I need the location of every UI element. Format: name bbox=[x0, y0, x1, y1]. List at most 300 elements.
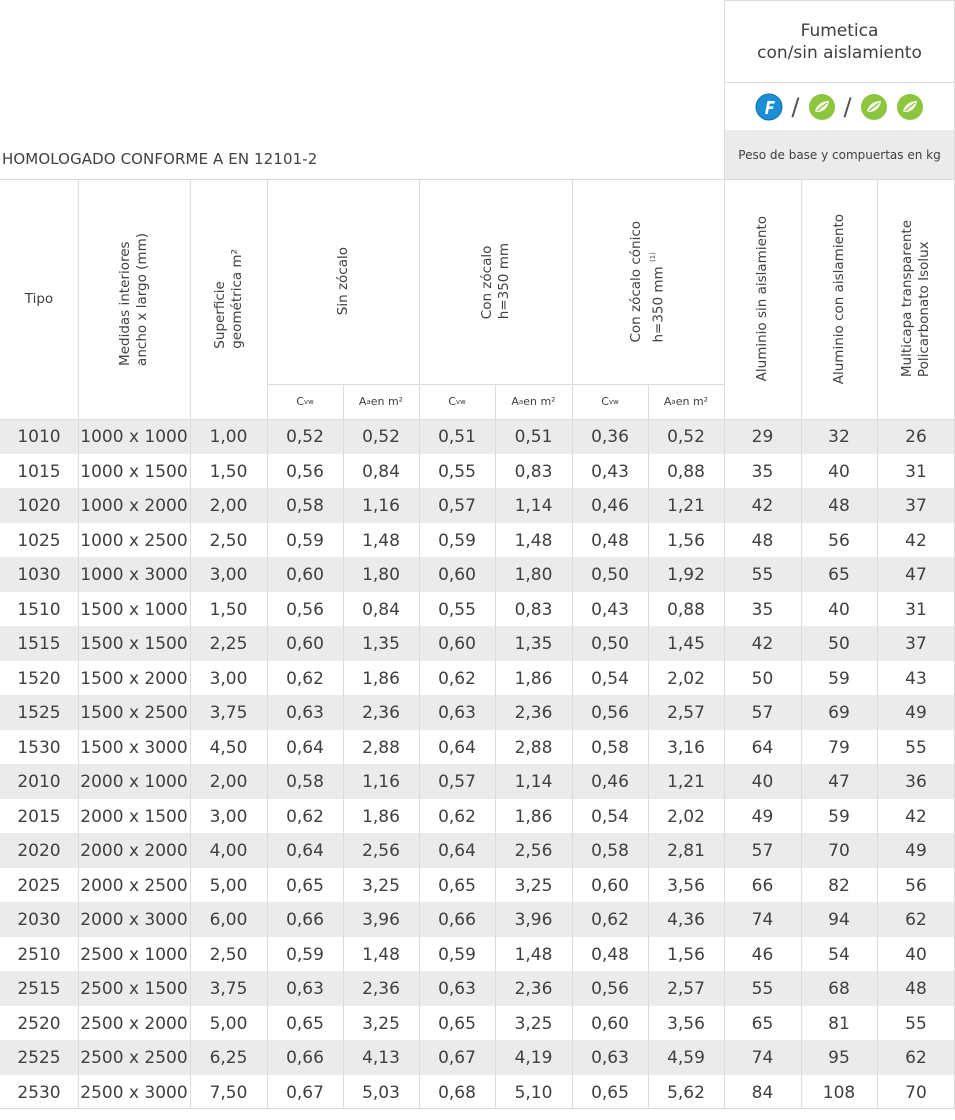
cell-conico-aa: 3,56 bbox=[667, 1013, 705, 1034]
subheader-cvw: C vw bbox=[601, 395, 619, 408]
cell-tipo: 1030 bbox=[17, 565, 61, 586]
cell-con-zocalo-aa: 3,25 bbox=[514, 1013, 553, 1034]
cell-medidas: 2500 x 1500 bbox=[80, 979, 188, 1000]
leaf-check-icon bbox=[896, 93, 924, 121]
cell-conico-cvw: 0,56 bbox=[591, 979, 629, 1000]
cell-con-zocalo-aa: 0,51 bbox=[514, 427, 553, 448]
cell-tipo: 1515 bbox=[17, 634, 61, 655]
cell-sin-zocalo-cvw: 0,64 bbox=[286, 737, 324, 758]
cell-con-zocalo-cvw: 0,67 bbox=[438, 1048, 476, 1069]
separator-slash: / bbox=[791, 92, 800, 121]
leaf-check-icon bbox=[808, 93, 836, 121]
grid-line bbox=[419, 179, 420, 1109]
cell-conico-cvw: 0,54 bbox=[591, 806, 629, 827]
cell-tipo: 2525 bbox=[17, 1048, 61, 1069]
cell-conico-cvw: 0,46 bbox=[591, 772, 629, 793]
cell-peso-aluminio-sin: 48 bbox=[751, 530, 774, 551]
cell-peso-aluminio-con: 68 bbox=[828, 979, 850, 1000]
cell-sin-zocalo-aa: 2,56 bbox=[362, 841, 400, 862]
cell-con-zocalo-aa: 0,83 bbox=[514, 461, 553, 482]
fumetica-logo-icon bbox=[755, 93, 783, 121]
cell-medidas: 1500 x 3000 bbox=[80, 737, 188, 758]
cell-peso-aluminio-sin: 46 bbox=[751, 944, 774, 965]
cell-peso-aluminio-con: 59 bbox=[828, 806, 850, 827]
cell-superficie: 4,00 bbox=[209, 841, 248, 862]
cell-superficie: 3,75 bbox=[209, 979, 248, 1000]
table-row bbox=[0, 419, 955, 454]
cell-sin-zocalo-aa: 0,52 bbox=[362, 427, 400, 448]
cell-superficie: 2,50 bbox=[209, 530, 248, 551]
subheader-aa: A a en m² bbox=[358, 395, 404, 408]
cell-con-zocalo-cvw: 0,65 bbox=[438, 875, 476, 896]
cell-sin-zocalo-cvw: 0,59 bbox=[286, 944, 324, 965]
cell-sin-zocalo-aa: 1,16 bbox=[362, 772, 400, 793]
cell-tipo: 2010 bbox=[17, 772, 61, 793]
subheader-aa: A a en m² bbox=[511, 395, 556, 408]
header-superficie: Superficie geométrica m² bbox=[211, 249, 245, 349]
cell-con-zocalo-cvw: 0,62 bbox=[438, 806, 476, 827]
cell-peso-multicapa: 56 bbox=[905, 875, 927, 896]
cell-sin-zocalo-aa: 2,36 bbox=[362, 979, 400, 1000]
cell-conico-cvw: 0,58 bbox=[591, 737, 629, 758]
cell-con-zocalo-cvw: 0,64 bbox=[438, 737, 476, 758]
variant-icons bbox=[725, 83, 954, 130]
cell-medidas: 2500 x 1000 bbox=[80, 944, 188, 965]
subheader-cvw: C vw bbox=[296, 395, 314, 408]
cell-peso-multicapa: 42 bbox=[905, 530, 927, 551]
cell-sin-zocalo-cvw: 0,62 bbox=[286, 806, 324, 827]
cell-con-zocalo-cvw: 0,64 bbox=[438, 841, 476, 862]
cell-tipo: 1510 bbox=[17, 599, 61, 620]
cell-con-zocalo-aa: 3,96 bbox=[514, 910, 553, 931]
table-row bbox=[0, 1075, 955, 1110]
cell-con-zocalo-aa: 2,88 bbox=[514, 737, 553, 758]
cell-sin-zocalo-aa: 3,25 bbox=[362, 1013, 400, 1034]
cell-peso-aluminio-sin: 35 bbox=[751, 599, 774, 620]
table-row bbox=[0, 1040, 955, 1075]
cell-conico-cvw: 0,63 bbox=[591, 1048, 629, 1069]
header-con-zocalo-conico: Con zócalo cónico h=350 mm $^{(1)}$ bbox=[628, 220, 667, 343]
cell-medidas: 1500 x 2000 bbox=[80, 668, 188, 689]
cell-peso-aluminio-sin: 50 bbox=[751, 668, 774, 689]
cell-sin-zocalo-aa: 1,86 bbox=[362, 668, 400, 689]
cell-sin-zocalo-cvw: 0,65 bbox=[286, 875, 324, 896]
cell-peso-multicapa: 43 bbox=[905, 668, 927, 689]
cell-peso-aluminio-sin: 57 bbox=[751, 703, 774, 724]
cell-peso-aluminio-con: 54 bbox=[828, 944, 850, 965]
cell-medidas: 1000 x 2000 bbox=[80, 496, 188, 517]
cell-conico-aa: 1,56 bbox=[667, 944, 705, 965]
cell-sin-zocalo-aa: 1,35 bbox=[362, 634, 400, 655]
table-row bbox=[0, 592, 955, 627]
cell-con-zocalo-aa: 1,14 bbox=[514, 772, 553, 793]
table-row bbox=[0, 1006, 955, 1041]
cell-sin-zocalo-aa: 1,86 bbox=[362, 806, 400, 827]
cell-conico-aa: 2,57 bbox=[667, 703, 705, 724]
table-row bbox=[0, 799, 955, 834]
cell-tipo: 1530 bbox=[17, 737, 61, 758]
cell-conico-cvw: 0,60 bbox=[591, 1013, 629, 1034]
cell-peso-aluminio-sin: 57 bbox=[751, 841, 774, 862]
cell-peso-aluminio-con: 59 bbox=[828, 668, 850, 689]
cell-con-zocalo-aa: 1,86 bbox=[514, 668, 553, 689]
cell-medidas: 2000 x 1500 bbox=[80, 806, 188, 827]
table-row bbox=[0, 557, 955, 592]
table-row bbox=[0, 764, 955, 799]
cell-sin-zocalo-aa: 5,03 bbox=[362, 1082, 400, 1103]
cell-con-zocalo-aa: 1,48 bbox=[514, 944, 553, 965]
cell-peso-aluminio-sin: 65 bbox=[751, 1013, 774, 1034]
cell-con-zocalo-aa: 1,48 bbox=[514, 530, 553, 551]
cell-conico-aa: 1,45 bbox=[667, 634, 705, 655]
cell-conico-aa: 3,16 bbox=[667, 737, 705, 758]
cell-conico-cvw: 0,50 bbox=[591, 634, 629, 655]
cell-superficie: 5,00 bbox=[209, 1013, 248, 1034]
cell-con-zocalo-cvw: 0,60 bbox=[438, 634, 476, 655]
cell-conico-aa: 1,56 bbox=[667, 530, 705, 551]
grid-line bbox=[0, 1108, 955, 1109]
cell-peso-multicapa: 31 bbox=[905, 599, 927, 620]
cell-conico-cvw: 0,43 bbox=[591, 599, 629, 620]
cell-sin-zocalo-cvw: 0,58 bbox=[286, 496, 324, 517]
cell-tipo: 2025 bbox=[17, 875, 61, 896]
cell-sin-zocalo-aa: 0,84 bbox=[362, 599, 400, 620]
cell-peso-aluminio-sin: 49 bbox=[751, 806, 774, 827]
cell-con-zocalo-cvw: 0,59 bbox=[438, 530, 476, 551]
cell-sin-zocalo-cvw: 0,56 bbox=[286, 461, 324, 482]
cell-medidas: 2000 x 2000 bbox=[80, 841, 188, 862]
cell-con-zocalo-aa: 2,36 bbox=[514, 703, 553, 724]
cell-peso-multicapa: 31 bbox=[905, 461, 927, 482]
cell-sin-zocalo-cvw: 0,63 bbox=[286, 979, 324, 1000]
cell-superficie: 1,00 bbox=[209, 427, 248, 448]
cell-sin-zocalo-cvw: 0,63 bbox=[286, 703, 324, 724]
cell-superficie: 2,00 bbox=[209, 772, 248, 793]
cell-peso-multicapa: 70 bbox=[905, 1082, 927, 1103]
cell-medidas: 2500 x 2500 bbox=[80, 1048, 188, 1069]
cell-sin-zocalo-cvw: 0,66 bbox=[286, 1048, 324, 1069]
table-row bbox=[0, 730, 955, 765]
cell-con-zocalo-aa: 1,80 bbox=[514, 565, 553, 586]
table-row bbox=[0, 488, 955, 523]
cell-sin-zocalo-aa: 1,48 bbox=[362, 530, 400, 551]
cell-conico-aa: 5,62 bbox=[667, 1082, 705, 1103]
cell-conico-cvw: 0,58 bbox=[591, 841, 629, 862]
header-con-zocalo: Con zócalo h=350 mm bbox=[478, 243, 512, 320]
cell-superficie: 2,50 bbox=[209, 944, 248, 965]
cell-sin-zocalo-aa: 2,88 bbox=[362, 737, 400, 758]
cell-medidas: 2000 x 1000 bbox=[80, 772, 188, 793]
cell-con-zocalo-aa: 2,56 bbox=[514, 841, 553, 862]
header-medidas: Medidas interiores ancho x largo (mm) bbox=[117, 232, 150, 366]
cell-medidas: 1000 x 2500 bbox=[80, 530, 188, 551]
table-row bbox=[0, 937, 955, 972]
cell-con-zocalo-cvw: 0,62 bbox=[438, 668, 476, 689]
cell-peso-multicapa: 62 bbox=[905, 910, 927, 931]
cell-medidas: 1500 x 2500 bbox=[80, 703, 188, 724]
cell-sin-zocalo-cvw: 0,62 bbox=[286, 668, 324, 689]
cell-peso-aluminio-con: 56 bbox=[828, 530, 850, 551]
cell-conico-aa: 1,21 bbox=[667, 496, 705, 517]
footnote-marker: (1) bbox=[649, 251, 658, 262]
cell-peso-aluminio-con: 69 bbox=[828, 703, 850, 724]
table-row bbox=[0, 626, 955, 661]
cell-peso-aluminio-con: 47 bbox=[828, 772, 850, 793]
cell-conico-cvw: 0,60 bbox=[591, 875, 629, 896]
cell-con-zocalo-cvw: 0,51 bbox=[438, 427, 476, 448]
leaf-check-icon bbox=[860, 93, 888, 121]
cell-sin-zocalo-cvw: 0,67 bbox=[286, 1082, 324, 1103]
cell-con-zocalo-aa: 3,25 bbox=[514, 875, 553, 896]
product-title bbox=[725, 1, 954, 83]
cell-peso-aluminio-con: 40 bbox=[828, 599, 850, 620]
certification-note: HOMOLOGADO CONFORME A EN 12101-2 bbox=[2, 150, 318, 168]
cell-peso-aluminio-con: 108 bbox=[822, 1082, 856, 1103]
cell-superficie: 2,25 bbox=[209, 634, 248, 655]
cell-peso-aluminio-con: 81 bbox=[828, 1013, 850, 1034]
table-row bbox=[0, 523, 955, 558]
cell-peso-aluminio-sin: 66 bbox=[751, 875, 774, 896]
cell-con-zocalo-aa: 1,35 bbox=[514, 634, 553, 655]
cell-conico-aa: 2,02 bbox=[667, 668, 705, 689]
cell-conico-aa: 1,92 bbox=[667, 565, 705, 586]
cell-superficie: 1,50 bbox=[209, 599, 248, 620]
cell-peso-aluminio-sin: 64 bbox=[751, 737, 774, 758]
separator-slash: / bbox=[843, 92, 852, 121]
cell-peso-aluminio-sin: 40 bbox=[751, 772, 774, 793]
cell-con-zocalo-cvw: 0,55 bbox=[438, 599, 476, 620]
cell-peso-multicapa: 62 bbox=[905, 1048, 927, 1069]
table-row bbox=[0, 833, 955, 868]
cell-superficie: 1,50 bbox=[209, 461, 248, 482]
cell-con-zocalo-aa: 1,86 bbox=[514, 806, 553, 827]
cell-peso-aluminio-sin: 29 bbox=[751, 427, 774, 448]
table-row bbox=[0, 971, 955, 1006]
cell-con-zocalo-cvw: 0,63 bbox=[438, 979, 476, 1000]
cell-conico-aa: 0,52 bbox=[667, 427, 705, 448]
cell-peso-aluminio-sin: 55 bbox=[751, 565, 774, 586]
cell-superficie: 5,00 bbox=[209, 875, 248, 896]
cell-tipo: 2515 bbox=[17, 979, 61, 1000]
cell-tipo: 1020 bbox=[17, 496, 61, 517]
grid-line bbox=[495, 384, 496, 1109]
cell-tipo: 1010 bbox=[17, 427, 61, 448]
cell-peso-multicapa: 37 bbox=[905, 496, 927, 517]
cell-conico-aa: 0,88 bbox=[667, 461, 705, 482]
cell-conico-cvw: 0,62 bbox=[591, 910, 629, 931]
cell-conico-cvw: 0,65 bbox=[591, 1082, 629, 1103]
cell-peso-multicapa: 55 bbox=[905, 737, 927, 758]
grid-line bbox=[78, 179, 79, 1109]
cell-peso-aluminio-con: 48 bbox=[828, 496, 850, 517]
cell-conico-aa: 4,36 bbox=[667, 910, 705, 931]
cell-sin-zocalo-aa: 3,25 bbox=[362, 875, 400, 896]
cell-conico-aa: 0,88 bbox=[667, 599, 705, 620]
cell-sin-zocalo-aa: 2,36 bbox=[362, 703, 400, 724]
cell-conico-cvw: 0,48 bbox=[591, 530, 629, 551]
cell-tipo: 2510 bbox=[17, 944, 61, 965]
cell-peso-multicapa: 37 bbox=[905, 634, 927, 655]
table-row bbox=[0, 661, 955, 696]
cell-conico-aa: 2,81 bbox=[667, 841, 705, 862]
cell-peso-aluminio-sin: 42 bbox=[751, 496, 774, 517]
header-sin-zocalo: Sin zócalo bbox=[334, 247, 351, 316]
cell-conico-cvw: 0,56 bbox=[591, 703, 629, 724]
cell-peso-aluminio-sin: 74 bbox=[751, 1048, 774, 1069]
cell-peso-aluminio-con: 65 bbox=[828, 565, 850, 586]
cell-conico-cvw: 0,48 bbox=[591, 944, 629, 965]
cell-con-zocalo-cvw: 0,60 bbox=[438, 565, 476, 586]
header-aluminio-con: Aluminio con aislamiento bbox=[830, 213, 847, 385]
grid-line bbox=[190, 179, 191, 1109]
cell-con-zocalo-aa: 1,14 bbox=[514, 496, 553, 517]
cell-medidas: 1000 x 1500 bbox=[80, 461, 188, 482]
cell-peso-multicapa: 26 bbox=[905, 427, 927, 448]
subheader-cvw: C vw bbox=[448, 395, 466, 408]
cell-sin-zocalo-aa: 1,16 bbox=[362, 496, 400, 517]
grid-line bbox=[648, 384, 649, 1109]
cell-peso-aluminio-sin: 55 bbox=[751, 979, 774, 1000]
cell-tipo: 2015 bbox=[17, 806, 61, 827]
cell-peso-aluminio-con: 82 bbox=[828, 875, 850, 896]
cell-conico-aa: 2,57 bbox=[667, 979, 705, 1000]
cell-superficie: 4,50 bbox=[209, 737, 248, 758]
cell-tipo: 2020 bbox=[17, 841, 61, 862]
header-aluminio-sin: Aluminio sin aislamiento bbox=[754, 216, 770, 382]
cell-sin-zocalo-cvw: 0,60 bbox=[286, 565, 324, 586]
cell-con-zocalo-cvw: 0,66 bbox=[438, 910, 476, 931]
cell-superficie: 2,00 bbox=[209, 496, 248, 517]
header-tipo: Tipo bbox=[24, 291, 54, 307]
cell-peso-multicapa: 48 bbox=[905, 979, 927, 1000]
cell-peso-aluminio-con: 50 bbox=[828, 634, 850, 655]
grid-line bbox=[267, 179, 268, 1109]
product-title-line2: con/sin aislamiento bbox=[757, 42, 922, 63]
cell-peso-multicapa: 49 bbox=[905, 703, 927, 724]
table-row bbox=[0, 868, 955, 903]
cell-peso-aluminio-con: 32 bbox=[828, 427, 850, 448]
cell-peso-aluminio-sin: 42 bbox=[751, 634, 774, 655]
cell-superficie: 6,25 bbox=[209, 1048, 248, 1069]
cell-sin-zocalo-cvw: 0,64 bbox=[286, 841, 324, 862]
cell-con-zocalo-cvw: 0,55 bbox=[438, 461, 476, 482]
grid-line bbox=[801, 179, 802, 1109]
cell-con-zocalo-aa: 4,19 bbox=[514, 1048, 553, 1069]
table-row bbox=[0, 695, 955, 730]
cell-conico-aa: 3,56 bbox=[667, 875, 705, 896]
table-row bbox=[0, 454, 955, 489]
cell-con-zocalo-cvw: 0,65 bbox=[438, 1013, 476, 1034]
cell-con-zocalo-cvw: 0,68 bbox=[438, 1082, 476, 1103]
cell-medidas: 1000 x 1000 bbox=[80, 427, 188, 448]
product-title-line1: Fumetica bbox=[800, 20, 879, 41]
cell-tipo: 1025 bbox=[17, 530, 61, 551]
table-row bbox=[0, 902, 955, 937]
cell-con-zocalo-cvw: 0,59 bbox=[438, 944, 476, 965]
cell-conico-cvw: 0,50 bbox=[591, 565, 629, 586]
cell-tipo: 1015 bbox=[17, 461, 61, 482]
header-multicapa: Multicapa transparente Policarbonato Isolux bbox=[899, 220, 932, 378]
cell-peso-aluminio-con: 94 bbox=[828, 910, 850, 931]
cell-peso-multicapa: 40 bbox=[905, 944, 927, 965]
cell-sin-zocalo-cvw: 0,65 bbox=[286, 1013, 324, 1034]
cell-sin-zocalo-cvw: 0,66 bbox=[286, 910, 324, 931]
cell-superficie: 3,75 bbox=[209, 703, 248, 724]
cell-peso-multicapa: 55 bbox=[905, 1013, 927, 1034]
cell-sin-zocalo-aa: 1,80 bbox=[362, 565, 400, 586]
cell-superficie: 3,00 bbox=[209, 806, 248, 827]
cell-peso-aluminio-con: 79 bbox=[828, 737, 850, 758]
grid-line bbox=[0, 179, 955, 180]
cell-peso-aluminio-sin: 84 bbox=[751, 1082, 774, 1103]
cell-con-zocalo-cvw: 0,57 bbox=[438, 772, 476, 793]
cell-con-zocalo-cvw: 0,63 bbox=[438, 703, 476, 724]
cell-peso-aluminio-con: 95 bbox=[828, 1048, 850, 1069]
cell-conico-cvw: 0,36 bbox=[591, 427, 629, 448]
grid-line bbox=[0, 419, 955, 420]
grid-line bbox=[572, 179, 573, 1109]
cell-conico-cvw: 0,43 bbox=[591, 461, 629, 482]
subheader-aa: A a en m² bbox=[663, 395, 709, 408]
cell-medidas: 1500 x 1000 bbox=[80, 599, 188, 620]
cell-medidas: 1000 x 3000 bbox=[80, 565, 188, 586]
product-header bbox=[724, 0, 955, 179]
cell-con-zocalo-cvw: 0,57 bbox=[438, 496, 476, 517]
cell-sin-zocalo-aa: 1,48 bbox=[362, 944, 400, 965]
cell-superficie: 3,00 bbox=[209, 668, 248, 689]
cell-tipo: 2520 bbox=[17, 1013, 61, 1034]
cell-superficie: 7,50 bbox=[209, 1082, 248, 1103]
cell-conico-aa: 2,02 bbox=[667, 806, 705, 827]
cell-superficie: 3,00 bbox=[209, 565, 248, 586]
cell-sin-zocalo-cvw: 0,56 bbox=[286, 599, 324, 620]
cell-peso-multicapa: 49 bbox=[905, 841, 927, 862]
cell-con-zocalo-aa: 2,36 bbox=[514, 979, 553, 1000]
cell-sin-zocalo-cvw: 0,59 bbox=[286, 530, 324, 551]
cell-tipo: 1520 bbox=[17, 668, 61, 689]
cell-sin-zocalo-cvw: 0,58 bbox=[286, 772, 324, 793]
cell-conico-aa: 4,59 bbox=[667, 1048, 705, 1069]
cell-tipo: 2530 bbox=[17, 1082, 61, 1103]
cell-sin-zocalo-aa: 3,96 bbox=[362, 910, 400, 931]
grid-line bbox=[877, 179, 878, 1109]
cell-peso-aluminio-con: 40 bbox=[828, 461, 850, 482]
cell-medidas: 2000 x 2500 bbox=[80, 875, 188, 896]
cell-superficie: 6,00 bbox=[209, 910, 248, 931]
weight-caption: Peso de base y compuertas en kg bbox=[725, 130, 954, 180]
cell-peso-aluminio-sin: 35 bbox=[751, 461, 774, 482]
cell-sin-zocalo-aa: 4,13 bbox=[362, 1048, 400, 1069]
cell-sin-zocalo-cvw: 0,60 bbox=[286, 634, 324, 655]
cell-peso-aluminio-con: 70 bbox=[828, 841, 850, 862]
cell-tipo: 1525 bbox=[17, 703, 61, 724]
cell-con-zocalo-aa: 5,10 bbox=[514, 1082, 553, 1103]
cell-medidas: 2500 x 3000 bbox=[80, 1082, 188, 1103]
cell-conico-cvw: 0,54 bbox=[591, 668, 629, 689]
cell-sin-zocalo-cvw: 0,52 bbox=[286, 427, 324, 448]
cell-conico-aa: 1,21 bbox=[667, 772, 705, 793]
cell-medidas: 2500 x 2000 bbox=[80, 1013, 188, 1034]
cell-peso-multicapa: 36 bbox=[905, 772, 927, 793]
cell-medidas: 2000 x 3000 bbox=[80, 910, 188, 931]
cell-con-zocalo-aa: 0,83 bbox=[514, 599, 553, 620]
cell-peso-multicapa: 47 bbox=[905, 565, 927, 586]
cell-tipo: 2030 bbox=[17, 910, 61, 931]
cell-peso-aluminio-sin: 74 bbox=[751, 910, 774, 931]
grid-line bbox=[343, 384, 344, 1109]
cell-peso-multicapa: 42 bbox=[905, 806, 927, 827]
cell-medidas: 1500 x 1500 bbox=[80, 634, 188, 655]
